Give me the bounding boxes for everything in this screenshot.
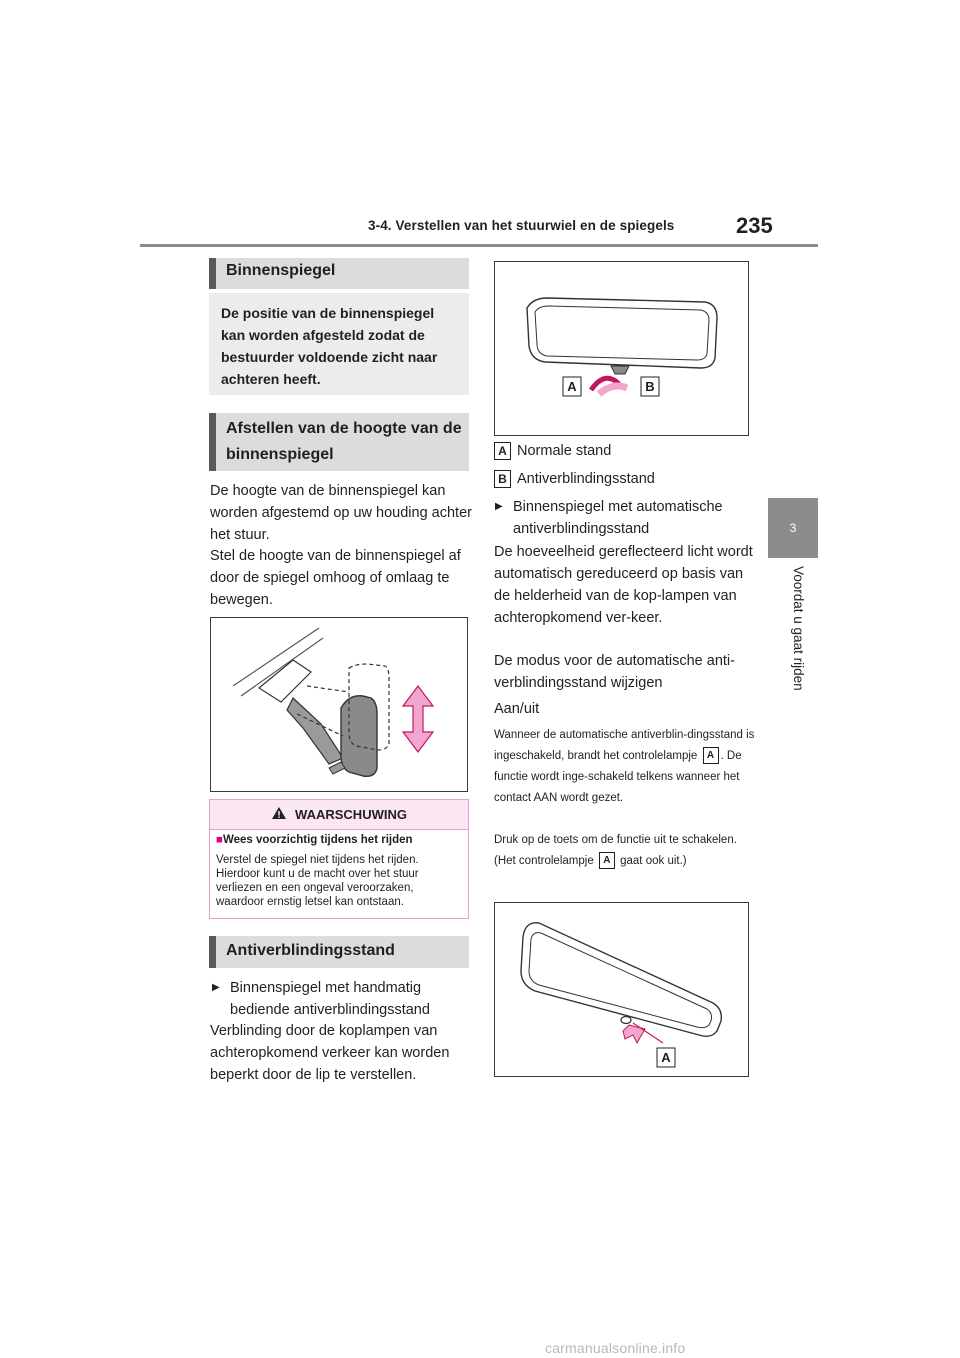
figure-mirror-height [210,617,468,792]
note-indicator-on-post: . De functie wordt inge-schakeld telkens wanneer het contact AAN wordt gezet. [494,750,742,804]
paragraph-height-adjust: De hoogte van de binnenspiegel kan worden afgestemd op uw houding achter het stuur. [210,483,472,543]
warning-title: WAARSCHUWING [295,807,407,822]
mirror-height-illustration [211,618,467,791]
paragraph-on-off: Aan/uit [494,701,540,717]
figure-auto-antiglare [494,902,749,1077]
note-indicator-on-pre: Wanneer de automatische antiverblin-dingsstand is ingeschakeld, brandt het controlelampje [494,729,755,762]
figure-manual-antiglare [494,261,749,436]
intro-box: De positie van de binnenspiegel kan worden afgesteld zodat de bestuurder voldoende zicht naar achteren heeft. [209,293,469,395]
warning-subtitle-text: Wees voorzichtig tijdens het rijden [222,834,413,846]
bullet-manual-mirror-text: Binnenspiegel met handmatig bediende antiverblindingsstand [230,980,430,1018]
page-number: 235 [736,213,773,238]
note-indicator-on [494,725,756,809]
warning-header [210,800,468,830]
bullet-manual-mirror [212,977,472,1021]
chapter-tab[interactable]: 3 [768,498,818,558]
bullet-arrow-icon: ▶ [212,982,220,993]
indicator-a-inline: A [599,852,615,869]
warning-subtitle [216,834,413,846]
auto-mirror-illustration [495,903,748,1076]
warning-body: Verstel de spiegel niet tijdens het rijden. Hierdoor kunt u de macht over het stuur verliezen en een ongeval veroorzaken, waardoor ernstig letsel kan ontstaan. [216,854,419,908]
label-a-row [494,442,611,460]
label-b-row [494,470,655,488]
watermark: carmanualsonline.info [545,1340,686,1356]
label-b-box: B [494,470,511,488]
label-a-text: Normale stand [517,443,612,459]
note-indicator-off-post: gaat ook uit.) [620,855,687,867]
warning-square-mark: ■ [216,834,223,846]
section-heading-afstellen: Afstellen van de hoogte van de binnenspiegel [209,413,469,471]
bullet-arrow-icon: ▶ [495,501,503,512]
chapter-title: Voordat u gaat rijden [791,566,806,691]
label-b-text: Antiverblindingsstand [517,471,655,487]
label-a-box: A [494,442,511,460]
header-rule [140,244,818,247]
note-indicator-off [494,830,756,872]
warning-icon [271,806,287,823]
section-heading-antiverblinding: Antiverblindingsstand [209,936,469,968]
figure-label-b: B [645,379,655,394]
bullet-auto-mirror [495,496,755,540]
section-heading-binnenspiegel: Binnenspiegel [209,258,469,289]
paragraph-mode-change: De modus voor de automatische anti-verblindingsstand wijzigen [494,653,735,691]
paragraph-lip-adjust: Verblinding door de koplampen van achteropkomend verkeer kan worden beperkt door de lip te verstellen. [210,1023,450,1083]
figure-label-a: A [567,379,577,394]
warning-box [209,799,469,919]
manual-mirror-illustration [495,262,748,435]
paragraph-auto-reduce: De hoeveelheid gereflecteerd licht wordt automatisch gereduceerd op basis van de helderheid van de kop-lampen van achteropkomend ver-keer. [494,544,753,626]
figure-label-a: A [661,1050,671,1065]
bullet-auto-mirror-text: Binnenspiegel met automatische antiverblindingsstand [513,499,723,537]
indicator-a-inline: A [703,747,719,764]
note-indicator-off-pre: Druk op de toets om de functie uit te schakelen. (Het controlelampje [494,834,737,867]
paragraph-move-mirror: Stel de hoogte van de binnenspiegel af door de spiegel omhoog of omlaag te bewegen. [210,548,461,608]
running-header-title: 3-4. Verstellen van het stuurwiel en de spiegels [368,218,675,233]
